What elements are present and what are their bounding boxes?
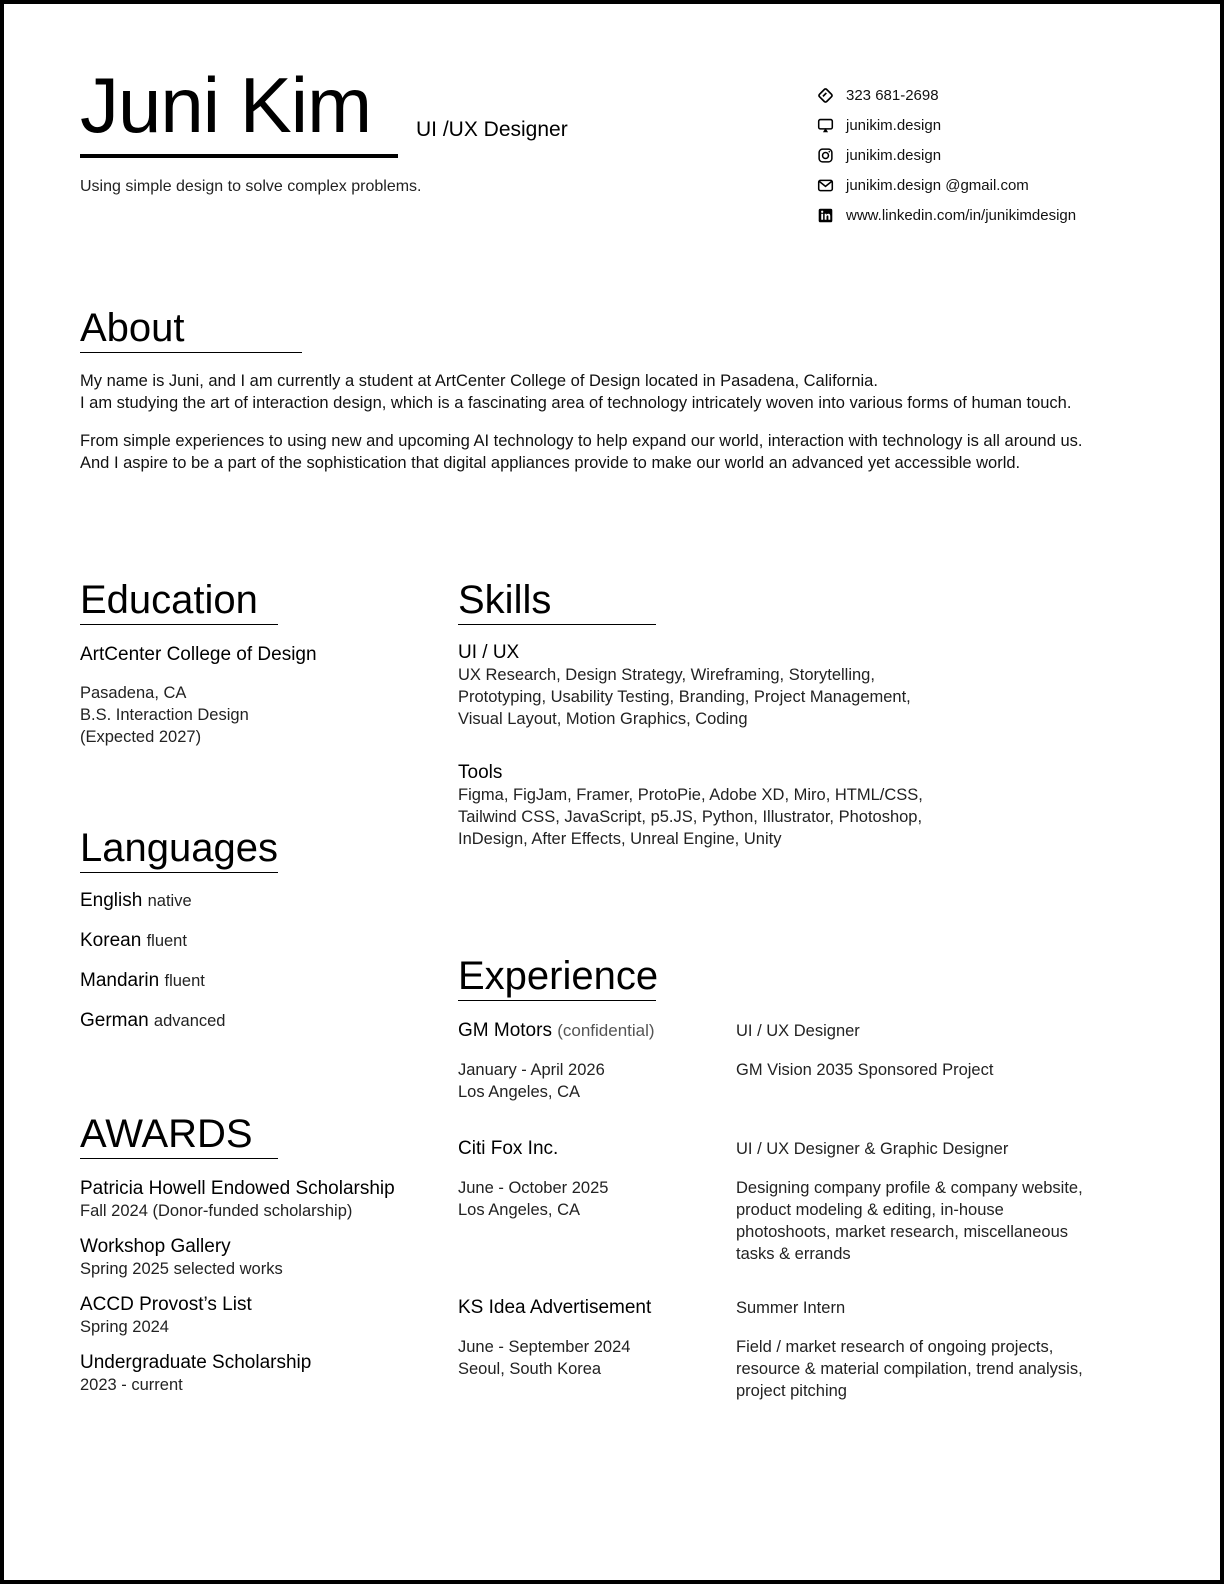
- awards-list: [80, 1178, 395, 1410]
- name-underline: [80, 154, 398, 158]
- instagram-icon: [816, 146, 834, 164]
- experience-desc-line: Designing company profile & company website,: [736, 1179, 1083, 1197]
- experience-company: [458, 1297, 728, 1319]
- languages-heading: Languages: [80, 828, 278, 873]
- skills-uiux: [458, 642, 978, 730]
- experience-role: Summer Intern: [736, 1299, 846, 1317]
- award-title: Undergraduate Scholarship: [80, 1352, 312, 1373]
- language-level: native: [147, 892, 192, 910]
- experience-role: UI / UX Designer: [736, 1022, 860, 1040]
- experience-left-column: [458, 1138, 728, 1221]
- award-detail: 2023 - current: [80, 1376, 183, 1394]
- language-item: [80, 930, 225, 970]
- experience-left-column: [458, 1020, 728, 1103]
- skills-heading: Skills: [458, 580, 656, 625]
- experience-dates: June - October 2025: [458, 1179, 609, 1197]
- skills-uiux-title: UI / UX: [458, 642, 520, 663]
- award-detail: Fall 2024 (Donor-funded scholarship): [80, 1202, 353, 1220]
- language-name: Korean: [80, 930, 142, 951]
- role-title: UI /UX Designer: [416, 118, 568, 141]
- about-paragraph-2: [80, 430, 1160, 474]
- language-item: [80, 970, 225, 1010]
- experience-desc-line: Field / market research of ongoing projects,: [736, 1338, 1054, 1356]
- experience-desc-line: resource & material compilation, trend analysis,: [736, 1360, 1083, 1378]
- experience-heading: Experience: [458, 956, 656, 1001]
- phone-icon: [816, 86, 834, 104]
- skills-tools-line: Tailwind CSS, JavaScript, p5.JS, Python, Illustrator, Photoshop,: [458, 808, 923, 826]
- contact-email-text: junikim.design @gmail.com: [846, 176, 1029, 194]
- skills-uiux-line: Prototyping, Usability Testing, Branding, Project Management,: [458, 688, 911, 706]
- contact-portfolio[interactable]: [816, 110, 1076, 140]
- language-name: English: [80, 890, 143, 911]
- language-item: [80, 890, 225, 930]
- skills-tools-line: InDesign, After Effects, Unreal Engine, Unity: [458, 830, 782, 848]
- experience-desc-line: project pitching: [736, 1382, 847, 1400]
- award-detail: Spring 2025 selected works: [80, 1260, 283, 1278]
- experience-right-column: [736, 1297, 1116, 1402]
- experience-desc-line: photoshoots, market research, miscellaneous: [736, 1223, 1068, 1241]
- language-name: Mandarin: [80, 970, 160, 991]
- contact-list: [816, 80, 1076, 230]
- contact-phone-text: 323 681-2698: [846, 86, 939, 104]
- name-heading: Juni Kim: [80, 61, 372, 149]
- experience-right-column: [736, 1138, 1116, 1265]
- skills-tools-line: Figma, FigJam, Framer, ProtoPie, Adobe XD, Miro, HTML/CSS,: [458, 786, 923, 804]
- experience-location: Los Angeles, CA: [458, 1083, 580, 1101]
- language-level: advanced: [153, 1012, 226, 1030]
- about-paragraph-1: [80, 370, 1160, 414]
- contact-phone[interactable]: [816, 80, 1076, 110]
- skills-tools: [458, 762, 978, 850]
- about-line: And I aspire to be a part of the sophistication that digital appliances provide to make our world an advanced yet accessible world.: [80, 454, 1021, 472]
- languages-list: [80, 890, 225, 1050]
- contact-instagram[interactable]: [816, 140, 1076, 170]
- award-title: Patricia Howell Endowed Scholarship: [80, 1178, 395, 1199]
- about-line: My name is Juni, and I am currently a student at ArtCenter College of Design located in Pasadena, California.: [80, 372, 878, 390]
- award-item: [80, 1178, 395, 1222]
- education-expected: (Expected 2027): [80, 728, 202, 746]
- contact-instagram-text: junikim.design: [846, 146, 942, 164]
- experience-company-name: Citi Fox Inc.: [458, 1138, 559, 1159]
- experience-company: [458, 1020, 728, 1042]
- about-line: I am studying the art of interaction design, which is a fascinating area of technology intricately woven into various forms of human touch.: [80, 394, 1072, 412]
- experience-company-name: GM Motors: [458, 1020, 552, 1041]
- education-degree: B.S. Interaction Design: [80, 706, 249, 724]
- linkedin-icon: [816, 206, 834, 224]
- about-body: [80, 370, 1160, 490]
- education-location: Pasadena, CA: [80, 684, 187, 702]
- skills-tools-title: Tools: [458, 762, 503, 783]
- experience-location: Seoul, South Korea: [458, 1360, 602, 1378]
- tagline: Using simple design to solve complex problems.: [80, 178, 422, 195]
- language-level: fluent: [146, 932, 187, 950]
- experience-desc-line: product modeling & editing, in-house: [736, 1201, 1004, 1219]
- language-name: German: [80, 1010, 149, 1031]
- about-heading: About: [80, 308, 302, 353]
- awards-heading: AWARDS: [80, 1114, 278, 1159]
- contact-portfolio-text: junikim.design: [846, 116, 942, 134]
- experience-role: UI / UX Designer & Graphic Designer: [736, 1140, 1009, 1158]
- experience-desc-line: tasks & errands: [736, 1245, 851, 1263]
- experience-location: Los Angeles, CA: [458, 1201, 580, 1219]
- contact-linkedin[interactable]: [816, 200, 1076, 230]
- education-school: ArtCenter College of Design: [80, 644, 317, 665]
- experience-left-column: [458, 1297, 728, 1380]
- experience-right-column: [736, 1020, 1116, 1081]
- award-item: [80, 1294, 395, 1338]
- language-level: fluent: [164, 972, 205, 990]
- award-item: [80, 1236, 395, 1280]
- education-heading: Education: [80, 580, 278, 625]
- award-detail: Spring 2024: [80, 1318, 169, 1336]
- portfolio-icon: [816, 116, 834, 134]
- experience-company-note: (confidential): [557, 1021, 655, 1040]
- contact-linkedin-text: www.linkedin.com/in/junikimdesign: [846, 206, 1077, 224]
- experience-company-name: KS Idea Advertisement: [458, 1297, 652, 1318]
- experience-desc-line: GM Vision 2035 Sponsored Project: [736, 1061, 994, 1079]
- award-title: ACCD Provost’s List: [80, 1294, 252, 1315]
- experience-company: [458, 1138, 728, 1160]
- email-icon: [816, 176, 834, 194]
- award-title: Workshop Gallery: [80, 1236, 231, 1257]
- language-item: [80, 1010, 225, 1050]
- experience-dates: January - April 2026: [458, 1061, 605, 1079]
- about-line: From simple experiences to using new and upcoming AI technology to help expand our world, interaction with technology is all around us.: [80, 432, 1083, 450]
- education-details: [80, 682, 249, 748]
- award-item: [80, 1352, 395, 1396]
- skills-uiux-line: Visual Layout, Motion Graphics, Coding: [458, 710, 748, 728]
- skills-uiux-line: UX Research, Design Strategy, Wireframing, Storytelling,: [458, 666, 875, 684]
- experience-dates: June - September 2024: [458, 1338, 631, 1356]
- contact-email[interactable]: [816, 170, 1076, 200]
